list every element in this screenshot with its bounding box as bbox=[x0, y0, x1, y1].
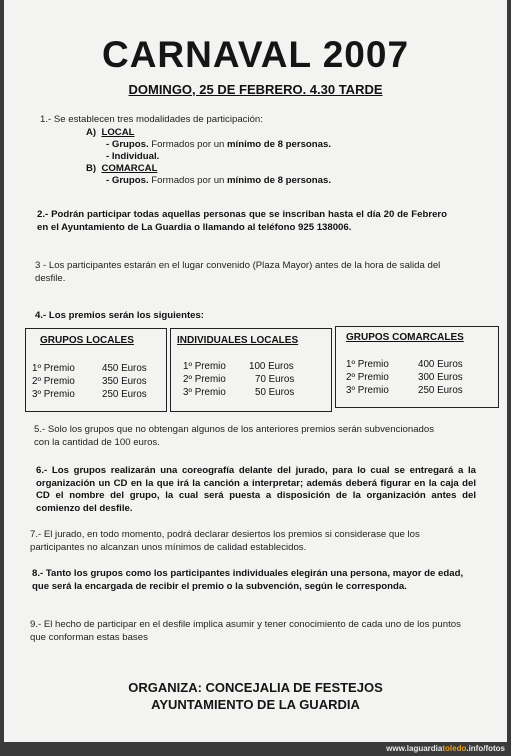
rule-1-b-item-1 bbox=[106, 175, 331, 187]
prize-place: 2º Premio bbox=[32, 376, 75, 387]
rule-1-intro: 1.- Se establecen tres modalidades de participación: bbox=[40, 114, 263, 125]
prize-amount: 400 Euros bbox=[418, 359, 463, 370]
prize-row bbox=[346, 385, 463, 396]
prize-heading: GRUPOS LOCALES bbox=[40, 335, 134, 346]
poster-document bbox=[4, 0, 507, 742]
prize-place: 1º Premio bbox=[32, 363, 75, 374]
prize-place: 3º Premio bbox=[183, 387, 226, 398]
rule-1-a-item-1-text: Formados por un bbox=[148, 139, 228, 150]
prize-row bbox=[183, 374, 295, 385]
rule-1-a-item-1 bbox=[106, 139, 331, 151]
rule-1-b-item-1-prefix: - Grupos. bbox=[106, 175, 149, 186]
prize-place: 2º Premio bbox=[183, 374, 226, 385]
prize-place: 3º Premio bbox=[346, 385, 389, 396]
rule-3: 3 - Los participantes estarán en el lugar convenido (Plaza Mayor) antes de la hora de salida del desfile. bbox=[35, 260, 441, 284]
prize-row bbox=[32, 376, 147, 387]
prize-row bbox=[32, 389, 147, 400]
prize-amount: 70 Euros bbox=[255, 374, 295, 385]
prize-amount: 100 Euros bbox=[249, 361, 294, 372]
poster-subtitle: DOMINGO, 25 DE FEBRERO. 4.30 TARDE bbox=[128, 82, 383, 97]
rule-6: 6.- Los grupos realizarán una coreografía delante del jurado, para lo cual se entregará a la organización un CD en la que irá la canción a interpretar; además deberá figurar en la caja del CD el nombre del grupo, la cual será puesta a disposición de la organización antes del comienzo del desfile. bbox=[36, 465, 476, 514]
prize-box-grupos-comarcales bbox=[335, 326, 499, 408]
prize-place: 1º Premio bbox=[346, 359, 389, 370]
rule-5: 5.- Solo los grupos que no obtengan algunos de los anteriores premios serán subvencionados con la cantidad de 100 euros. bbox=[34, 424, 435, 448]
rule-1-b-item-1-bold: mínimo de 8 personas. bbox=[227, 175, 331, 186]
rule-7: 7.- El jurado, en todo momento, podrá declarar desiertos los premios si considerase que los participantes no alcanzan unos mínimos de calidad establecidos. bbox=[30, 529, 420, 553]
prize-amount: 450 Euros bbox=[102, 363, 147, 374]
rule-1-b-item-1-text: Formados por un bbox=[148, 175, 228, 186]
rule-1-b-title: COMARCAL bbox=[101, 163, 158, 174]
prize-place: 3º Premio bbox=[32, 389, 75, 400]
prize-place: 2º Premio bbox=[346, 372, 389, 383]
watermark-part-2: toledo bbox=[442, 744, 467, 753]
prize-amount: 350 Euros bbox=[102, 376, 147, 387]
rule-1-a-label: A) bbox=[86, 127, 97, 138]
rule-1-a bbox=[86, 127, 135, 139]
prize-row bbox=[32, 363, 147, 374]
prize-row bbox=[346, 372, 463, 383]
rule-1-a-title: LOCAL bbox=[101, 127, 135, 138]
prize-heading: INDIVIDUALES LOCALES bbox=[177, 335, 299, 346]
prize-heading: GRUPOS COMARCALES bbox=[346, 332, 464, 343]
rule-2: 2.- Podrán participar todas aquellas personas que se inscriban hasta el día 20 de Febrero en el Ayuntamiento de La Guardia o llamando al teléfono 925 138006. bbox=[37, 209, 447, 233]
rule-1-b bbox=[86, 163, 157, 175]
organizer-line-1: ORGANIZA: CONCEJALIA DE FESTEJOS bbox=[128, 680, 383, 695]
watermark-url bbox=[386, 744, 505, 753]
rule-1-b-label: B) bbox=[86, 163, 97, 174]
prize-row bbox=[183, 361, 294, 372]
rule-1-a-item-1-bold: mínimo de 8 personas. bbox=[227, 139, 331, 150]
watermark-part-1: www.laguardia bbox=[386, 744, 443, 753]
prize-amount: 300 Euros bbox=[418, 372, 463, 383]
prize-box-individuales-locales bbox=[170, 328, 332, 412]
organizer-line-2: AYUNTAMIENTO DE LA GUARDIA bbox=[151, 697, 360, 712]
rule-1-a-item-1-prefix: - Grupos. bbox=[106, 139, 149, 150]
rule-4: 4.- Los premios serán los siguientes: bbox=[35, 310, 205, 321]
prize-row bbox=[346, 359, 463, 370]
prize-row bbox=[183, 387, 295, 398]
rule-1-a-item-2: - Individual. bbox=[106, 151, 160, 162]
prize-amount: 250 Euros bbox=[102, 389, 147, 400]
rule-8: 8.- Tanto los grupos como los participantes individuales elegirán una persona, mayor de edad, que será la encargada de recibir el premio o la subvención, según le corresponda. bbox=[32, 568, 464, 592]
rule-9: 9.- El hecho de participar en el desfile implica asumir y tener conocimiento de cada uno de los puntos que conforman estas bases bbox=[30, 619, 461, 643]
prize-place: 1º Premio bbox=[183, 361, 226, 372]
poster-title: CARNAVAL 2007 bbox=[101, 34, 410, 75]
watermark-part-3: .info/fotos bbox=[466, 744, 505, 753]
prize-amount: 50 Euros bbox=[255, 387, 295, 398]
prize-amount: 250 Euros bbox=[418, 385, 463, 396]
prize-box-grupos-locales bbox=[25, 328, 167, 412]
